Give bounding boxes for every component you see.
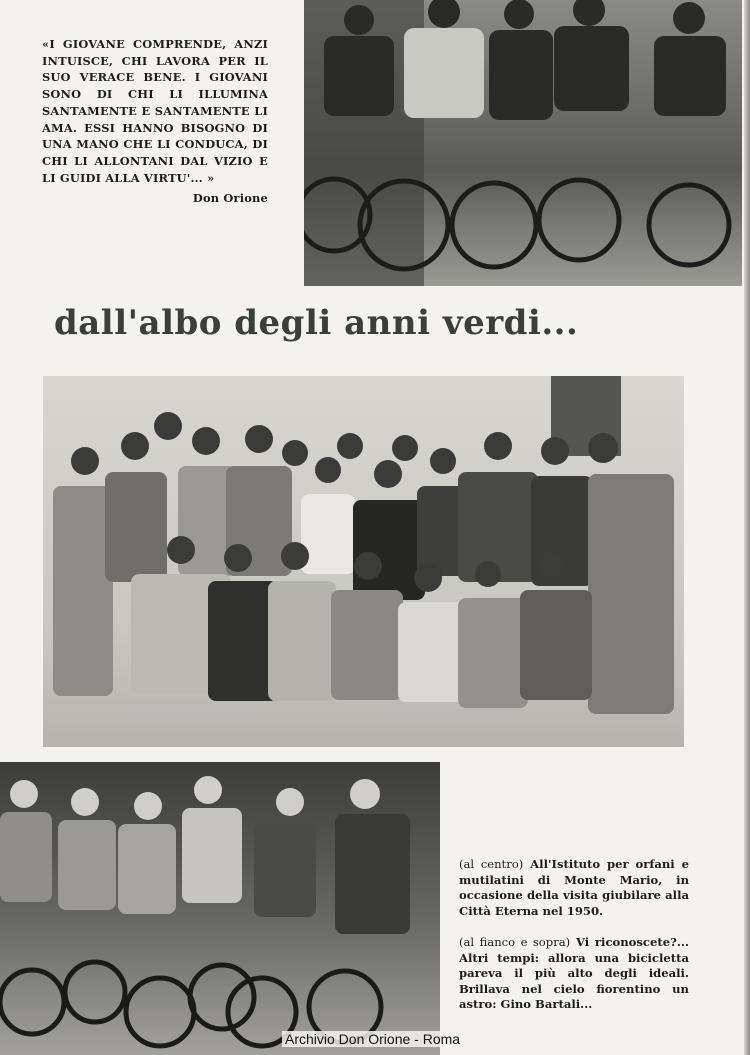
caption-center-text: All'Istituto per orfani e mutilatini di Monte Mario, in occasione della visita giubilare alla Città Eterna nel 1950. <box>459 857 690 918</box>
photo-group-center <box>43 376 684 747</box>
photo-group-center-image <box>43 376 684 747</box>
photo-cyclists-top <box>304 0 742 286</box>
caption-side-lead: (al fianco e sopra) <box>459 935 571 949</box>
photo-cyclists-bottom-image <box>0 762 440 1055</box>
photo-cyclists-top-image <box>304 0 742 286</box>
headline: dall'albo degli anni verdi... <box>54 303 579 343</box>
caption-center-lead: (al centro) <box>459 857 524 871</box>
caption-side-photos <box>459 935 689 1013</box>
caption-side-text: Vi riconoscete?... Altri tempi: allora una bicicletta pareva il più alto degli ideali. Brillava nel cielo fiorentino un astro: Gino Bartali... <box>459 935 689 1011</box>
photo-cyclists-bottom <box>0 762 440 1055</box>
archive-watermark: Archivio Don Orione - Roma <box>282 1031 463 1047</box>
quote-text: «I GIOVANE COMPRENDE, ANZI INTUISCE, CHI LAVORA PER IL SUO VERACE BENE. I GIOVANI SONO DI CHI LI ILLUMINA SANTAMENTE E SANTAMENTE LI AMA. ESSI HANNO BISOGNO DI UNA MANO CHE LI CONDUCA, DI CHI LI ALLONTANI DAL VIZIO E LI GUIDI ALLA VIRTU'... » <box>42 37 268 185</box>
quote-block <box>42 36 268 207</box>
page-edge <box>744 0 750 1055</box>
caption-center-photo <box>459 857 689 919</box>
quote-author: Don Orione <box>192 191 268 206</box>
